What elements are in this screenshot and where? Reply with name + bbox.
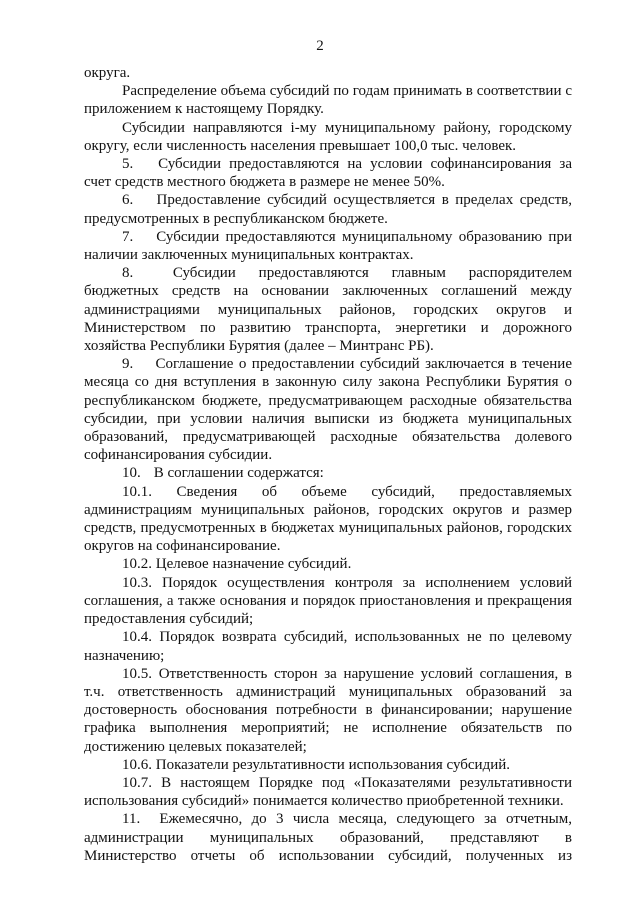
paragraph-text: Субсидии предоставляются главным распорядителем бюджетных средств на основании заключенных соглашений между администрациями муниципальных районов, городских округов и Министерством по развитию транспорта, энергетики и дорожного хозяйства Республики Бурятия (далее – Минтранс РБ). <box>84 265 572 355</box>
paragraph-text: В соглашении содержатся: <box>153 465 324 482</box>
paragraph-text: 10.1. Сведения об объеме субсидий, предоставляемых администрациям муниципальных районов, городских округов и размер средств, предусмотренных в бюджетах муниципальных районов, городских округов на софинансирование. <box>84 483 572 555</box>
paragraph-text: Соглашение о предоставлении субсидий заключается в течение месяца со дня вступления в законную силу закона Республики Бурятия о республиканском бюджете, предусматривающем расходные обязательства субсидии, при условии наличия выписки из бюджета муниципальных образований, предусматривающей расходные обязательства долевого софинансирования субсидии. <box>84 356 572 464</box>
paragraph <box>84 82 572 118</box>
paragraph-text: Ежемесячно, до 3 числа месяца, следующего за отчетным, администрации муниципальных образований, представляют в Министерство отчеты об использовании субсидий, полученных из <box>84 811 572 864</box>
page-number: 2 <box>316 38 324 54</box>
paragraph-text: 10.7. В настоящем Порядке под «Показателями результативности использования субсидий» понимается количество приобретенной техники. <box>84 774 572 810</box>
paragraph-item-10-5 <box>84 665 572 756</box>
paragraph <box>84 119 572 155</box>
paragraph-item-7 <box>84 228 572 264</box>
paragraph-text: Предоставление субсидий осуществляется в пределах средств, предусмотренных в республиканском бюджете. <box>84 192 572 227</box>
paragraph-item-10-4 <box>84 628 572 664</box>
paragraph-text: Субсидии предоставляются на условии софинансирования за счет средств местного бюджета в размере не менее 50%. <box>84 156 573 191</box>
item-number: 11. <box>122 811 141 828</box>
paragraph-text: 10.3. Порядок осуществления контроля за исполнением условий соглашения, а также основания и порядок приостановления и прекращения предоставления субсидий; <box>84 574 572 628</box>
paragraph-text: округа. <box>84 65 131 81</box>
item-number: 10. <box>122 465 141 482</box>
document-body <box>84 64 572 865</box>
paragraph-text: Распределение объема субсидий по годам принимать в соответствии с приложением к настоящему Порядку. <box>84 83 572 118</box>
paragraph-item-6 <box>84 191 572 227</box>
item-number: 8. <box>122 265 134 282</box>
paragraph-item-10-2 <box>84 555 572 573</box>
item-number: 5. <box>122 156 134 173</box>
paragraph-text: Субсидии предоставляются муниципальному образованию при наличии заключенных муниципальных контрактах. <box>84 228 572 264</box>
paragraph-item-10-3 <box>84 574 572 629</box>
paragraph-item-10-7 <box>84 774 572 810</box>
paragraph-item-10 <box>84 464 572 482</box>
paragraph-item-5 <box>84 155 572 191</box>
paragraph-item-11 <box>84 810 572 865</box>
item-number: 9. <box>122 356 134 373</box>
paragraph-item-10-1 <box>84 483 572 556</box>
paragraph-text: 10.5. Ответственность сторон за нарушение условий соглашения, в т.ч. ответственность администраций муниципальных образований за достоверность обоснования потребности в финансировании; нарушение графика выполнения мероприятий; не исполнение обязательств по достижению целевых показателей; <box>84 665 572 755</box>
paragraph-text: 10.2. Целевое назначение субсидий. <box>122 556 352 573</box>
paragraph-text: 10.4. Порядок возврата субсидий, использованных не по целевому назначению; <box>84 629 572 664</box>
item-number: 6. <box>122 192 134 209</box>
paragraph-item-10-6 <box>84 756 572 774</box>
paragraph-item-9 <box>84 355 572 464</box>
paragraph-item-8 <box>84 264 572 355</box>
item-number: 7. <box>122 228 134 245</box>
paragraph-text: Субсидии направляются i-му муниципальному району, городскому округу, если численность населения превышает 100,0 тыс. человек. <box>84 119 572 154</box>
paragraph-text: 10.6. Показатели результативности использования субсидий. <box>122 756 511 773</box>
paragraph <box>84 64 572 82</box>
